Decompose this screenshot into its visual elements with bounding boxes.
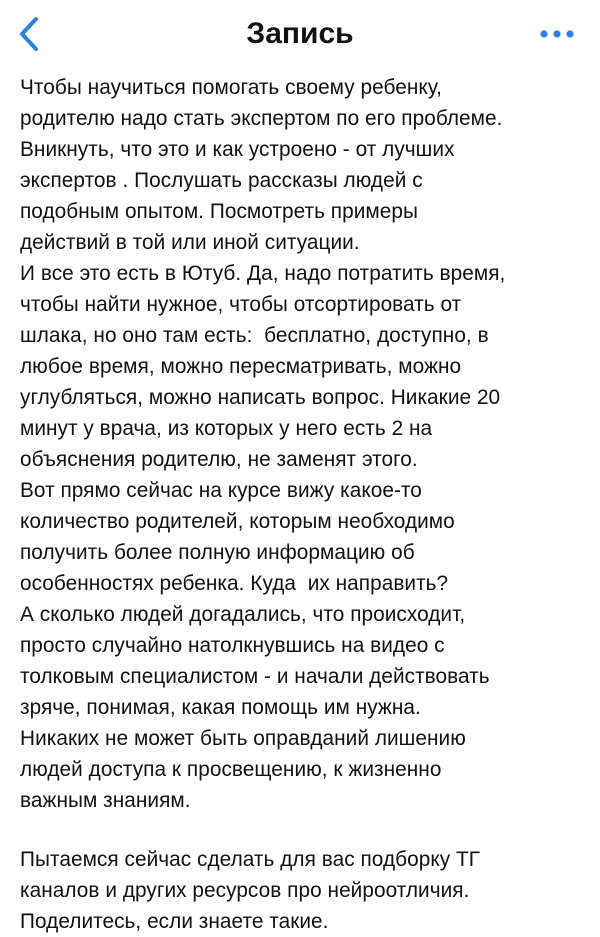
text-line: подобным опытом. Посмотреть примеры (20, 200, 418, 223)
ellipsis-icon (538, 22, 578, 46)
text-line: каналов и других ресурсов про нейроотличия. (20, 879, 470, 902)
text-line: Вот прямо сейчас на курсе вижу какое-то (20, 479, 422, 502)
text-line: Пытаемся сейчас сделать для вас подборку ТГ (20, 848, 481, 871)
post-paragraph-2 (20, 844, 595, 937)
text-line: шлака, но оно там есть: бесплатно, доступно, в (20, 324, 489, 347)
text-line: минут у врача, из которых у него есть 2 на (20, 417, 433, 440)
page-title: Запись (246, 17, 354, 50)
text-line: действий в той или иной ситуации. (20, 231, 360, 254)
text-line: И все это есть в Ютуб. Да, надо потратить время, (20, 262, 506, 285)
navigation-bar (0, 0, 600, 68)
text-line: Вникнуть, что это и как устроено - от лучших (20, 138, 455, 161)
text-line: экспертов . Послушать рассказы людей с (20, 169, 423, 192)
text-line: Поделитесь, если знаете такие. (20, 910, 329, 933)
text-line: Чтобы научиться помогать своему ребенку, (20, 76, 442, 99)
text-line: углубляться, можно написать вопрос. Никакие 20 (20, 386, 501, 409)
post-paragraph-1 (20, 72, 595, 816)
text-line: получить более полную информацию об (20, 541, 415, 564)
text-line: объяснения родителю, не заменят этого. (20, 448, 418, 471)
post-body (20, 72, 595, 937)
text-line: А сколько людей догадались, что происходит, (20, 603, 466, 626)
more-options-button[interactable] (538, 22, 578, 46)
text-line: толковым специалистом - и начали действовать (20, 665, 490, 688)
text-line: количество родителей, которым необходимо (20, 510, 455, 533)
text-line: любое время, можно пересматривать, можно (20, 355, 462, 378)
text-line: чтобы найти нужное, чтобы отсортировать от (20, 293, 462, 316)
text-line: зряче, понимая, какая помощь им нужна. (20, 696, 421, 719)
text-line: Никаких не может быть оправданий лишению (20, 727, 466, 750)
text-line: просто случайно натолкнувшись на видео с (20, 634, 445, 657)
text-line: важным знаниям. (20, 789, 191, 812)
text-line: особенностях ребенка. Куда их направить? (20, 572, 449, 595)
text-line: людей доступа к просвещению, к жизненно (20, 758, 442, 781)
text-line: родителю надо стать экспертом по его проблеме. (20, 107, 503, 130)
